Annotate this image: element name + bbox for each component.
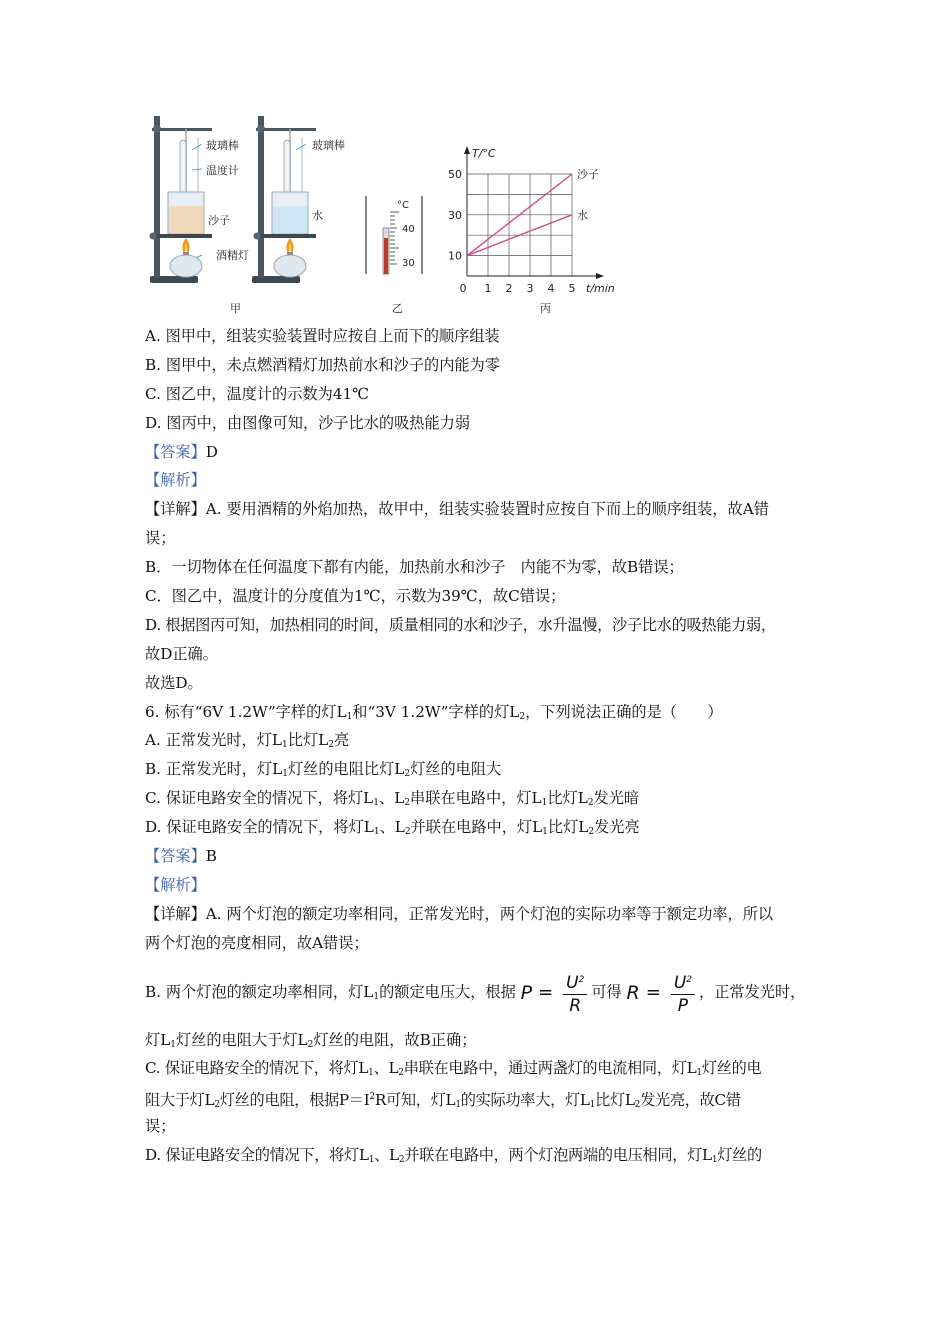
q6-option-c — [145, 784, 815, 813]
subscript: 2 — [587, 798, 594, 809]
q6-detail-a1 — [145, 900, 815, 929]
thermometer-yi — [366, 196, 422, 315]
text: B. 两个灯泡的额定功率相同，灯L — [145, 982, 374, 1001]
text: 比灯L — [595, 1091, 635, 1110]
text: 阻大于灯L — [145, 1091, 215, 1110]
q5-answer — [145, 438, 815, 467]
text: 串联在电路中，通过两盏灯的电流相同，灯L — [403, 1059, 697, 1078]
text: A. 正常发光时，灯L — [145, 731, 283, 750]
chart-grid — [467, 174, 572, 276]
text: 、L — [374, 1146, 399, 1165]
q5-analysis-tag: 【解析】 — [145, 471, 206, 490]
formula-u: U — [673, 972, 687, 993]
text: D. 保证电路安全的情况下，将灯L — [145, 818, 374, 837]
subscript: 1 — [542, 827, 548, 838]
text: ，正常发光时， — [699, 982, 806, 1001]
label-rod-2: 玻璃棒 — [312, 139, 345, 152]
text: 、L — [379, 789, 405, 808]
text: 灯丝的电阻比灯L — [287, 760, 405, 779]
text: 的额定电压大，根据 — [379, 982, 516, 1001]
label-thermometer: 温度计 — [206, 164, 239, 177]
q6-detail-b2 — [145, 1026, 815, 1055]
text: 灯丝的电 — [701, 1059, 762, 1078]
subscript: 2 — [588, 827, 595, 838]
label-lamp: 酒精灯 — [216, 249, 249, 262]
text: 比灯L — [547, 818, 589, 837]
q6-detail-c3: 误； — [145, 1117, 176, 1136]
q6-option-a — [145, 726, 815, 755]
thermo-tick-40: 40 — [402, 224, 415, 235]
text: 比灯L — [287, 731, 329, 750]
series-label-sand: 沙子 — [577, 168, 599, 181]
q6-detail-a2: 两个灯泡的亮度相同，故A错误； — [145, 933, 369, 952]
caption-bing: 丙 — [540, 302, 551, 315]
text: 灯丝的电阻，故B正确； — [313, 1030, 477, 1049]
chart-xlabel: t/min — [586, 282, 615, 295]
text: 发光亮 — [594, 818, 640, 837]
subscript: 1 — [282, 740, 288, 751]
q5-detail-d1: D. 根据图丙可知，加热相同的时间，质量相同的水和沙子，水升温慢，沙子比水的吸热能力弱， — [145, 615, 776, 634]
chart-ylabel: T/°C — [472, 147, 496, 160]
subscript: 2 — [307, 1039, 314, 1050]
formula-fraction-1 — [563, 969, 587, 1017]
y-axis-arrow — [464, 146, 470, 154]
q6-option-b — [145, 755, 815, 784]
detail-text: A. 两个灯泡的额定功率相同，正常发光时，两个灯泡的实际功率等于额定功率，所以 — [205, 904, 774, 923]
subscript: 2 — [398, 1068, 404, 1079]
q5-option-d: D. 图丙中，由图像可知，沙子比水的吸热能力弱 — [145, 413, 471, 432]
text: 6. 标有“6V 1.2W”字样的灯L — [145, 702, 347, 721]
q5-detail-c: C．图乙中，温度计的分度值为1℃，示数为39℃，故C错误； — [145, 587, 566, 606]
detail-tag: 【详解】 — [145, 904, 206, 923]
text: 比灯L — [547, 789, 588, 808]
formula-p-var: P — [520, 981, 533, 1004]
x-tick-label: 3 — [526, 282, 534, 295]
q6-answer — [145, 842, 815, 871]
subscript: 2 — [404, 798, 411, 809]
text: 发光暗 — [593, 789, 640, 808]
subscript: 2 — [214, 1100, 220, 1111]
text: 、L — [373, 1059, 399, 1078]
q5-detail-a1 — [145, 495, 815, 524]
q5-detail-d2: 故D正确。 — [145, 644, 218, 663]
subscript: 1 — [368, 1068, 374, 1079]
text: C. 保证电路安全的情况下，将灯L — [145, 1059, 369, 1078]
text: C. 保证电路安全的情况下，将灯L — [145, 789, 374, 808]
apparatus-water — [252, 116, 345, 283]
x-tick-label: 2 — [505, 282, 513, 295]
subscript: 1 — [373, 991, 380, 1002]
y-tick-label: 10 — [448, 249, 462, 263]
thermo-tick-30: 30 — [402, 258, 415, 269]
q6-analysis-tag: 【解析】 — [145, 875, 206, 894]
text: 灯丝的电阻，根据P＝I — [219, 1091, 370, 1110]
y-tick-label: 30 — [448, 208, 462, 222]
text: 灯丝的 — [717, 1146, 762, 1165]
q5-option-c: C. 图乙中，温度计的示数为41℃ — [145, 384, 370, 403]
formula-exp: 2 — [578, 974, 585, 985]
q6-option-d — [145, 813, 815, 842]
text: 的实际功率大，灯L — [460, 1091, 590, 1110]
subscript: 1 — [170, 1039, 177, 1050]
text: 发光亮，故C错 — [640, 1091, 741, 1110]
series-label-water: 水 — [577, 208, 588, 222]
subscript: 1 — [373, 798, 379, 809]
y-tick-label: 50 — [448, 168, 462, 181]
text: 并联在电路中，灯L — [410, 818, 543, 837]
label-rod-1: 玻璃棒 — [206, 139, 239, 152]
q6-detail-c2 — [145, 1083, 815, 1112]
document-body — [145, 322, 815, 1170]
text: 可得 — [591, 982, 622, 1001]
formula-equals: = — [645, 981, 661, 1003]
text: D. 保证电路安全的情况下，将灯L — [145, 1146, 369, 1165]
formula-equals: = — [538, 981, 554, 1003]
subscript: 2 — [328, 740, 334, 751]
text: 并联在电路中，两个灯泡两端的电压相同，灯L — [404, 1146, 712, 1165]
chart-bing — [448, 146, 615, 315]
formula-p: P — [677, 995, 689, 1016]
q6-stem — [145, 698, 815, 727]
x-tick-label: 0 — [459, 282, 467, 295]
label-water: 水 — [312, 209, 323, 222]
text: 串联在电路中，灯L — [410, 789, 542, 808]
x-tick-label: 4 — [547, 282, 555, 295]
label-sand: 沙子 — [208, 214, 230, 227]
subscript: 1 — [589, 1100, 596, 1111]
text: B. 正常发光时，灯L — [145, 760, 283, 779]
subscript: 2 — [404, 827, 411, 838]
subscript: 1 — [346, 711, 353, 722]
q5-detail-a2: 误； — [145, 529, 176, 548]
text: 灯丝的电阻大于灯L — [176, 1030, 308, 1049]
thermo-unit: °C — [397, 200, 409, 211]
q6-detail-d1 — [145, 1141, 815, 1170]
text: 灯L — [145, 1030, 171, 1049]
text: R可知，灯L — [374, 1091, 456, 1110]
subscript: 1 — [373, 827, 380, 838]
detail-text: A. 要用酒精的外焰加热，故甲中，组装实验装置时应按自下而上的顺序组装，故A错 — [205, 500, 769, 519]
answer-value: B — [205, 847, 217, 866]
text: ，下列说法正确的是（ ） — [525, 702, 723, 721]
text: 灯丝的电阻大 — [410, 760, 502, 779]
formula-exp: 2 — [686, 974, 693, 985]
detail-tag: 【详解】 — [145, 500, 206, 519]
subscript: 1 — [711, 1155, 718, 1166]
superscript: 2 — [369, 1092, 375, 1103]
q5-choose: 故选D。 — [145, 673, 203, 692]
caption-yi: 乙 — [392, 302, 403, 315]
answer-tag: 【答案】 — [145, 847, 206, 866]
x-tick-label: 5 — [568, 282, 576, 295]
apparatus-sand — [150, 116, 250, 315]
text: 亮 — [333, 731, 350, 750]
figure-svg — [140, 108, 620, 320]
subscript: 2 — [398, 1155, 405, 1166]
text: 和“3V 1.2W”字样的灯L — [352, 702, 520, 721]
caption-jia: 甲 — [230, 302, 241, 315]
answer-value: D — [205, 442, 218, 461]
experiment-figure — [140, 108, 620, 320]
subscript: 1 — [541, 798, 548, 809]
q5-detail-b: B．一切物体在任何温度下都有内能，加热前水和沙子 内能不为零，故B错误； — [145, 558, 684, 577]
text: 、L — [379, 818, 405, 837]
q6-detail-c1 — [145, 1054, 815, 1083]
subscript: 1 — [455, 1100, 461, 1111]
formula-r-var: R — [626, 981, 640, 1004]
subscript: 1 — [368, 1155, 375, 1166]
x-axis-arrow — [596, 273, 604, 279]
subscript: 1 — [696, 1068, 702, 1079]
subscript: 2 — [519, 711, 526, 722]
q5-option-a: A. 图甲中，组装实验装置时应按自上而下的顺序组装 — [145, 327, 500, 345]
x-tick-label: 1 — [484, 282, 492, 295]
q5-option-b: B. 图甲中，未点燃酒精灯加热前水和沙子的内能为零 — [145, 355, 500, 374]
formula-r: R — [569, 995, 582, 1016]
q6-detail-b1 — [145, 958, 815, 1026]
formula-fraction-2 — [671, 969, 695, 1017]
answer-tag: 【答案】 — [145, 442, 206, 461]
subscript: 2 — [404, 769, 411, 780]
formula-u: U — [566, 972, 579, 993]
subscript: 1 — [282, 769, 288, 780]
subscript: 2 — [634, 1100, 641, 1111]
